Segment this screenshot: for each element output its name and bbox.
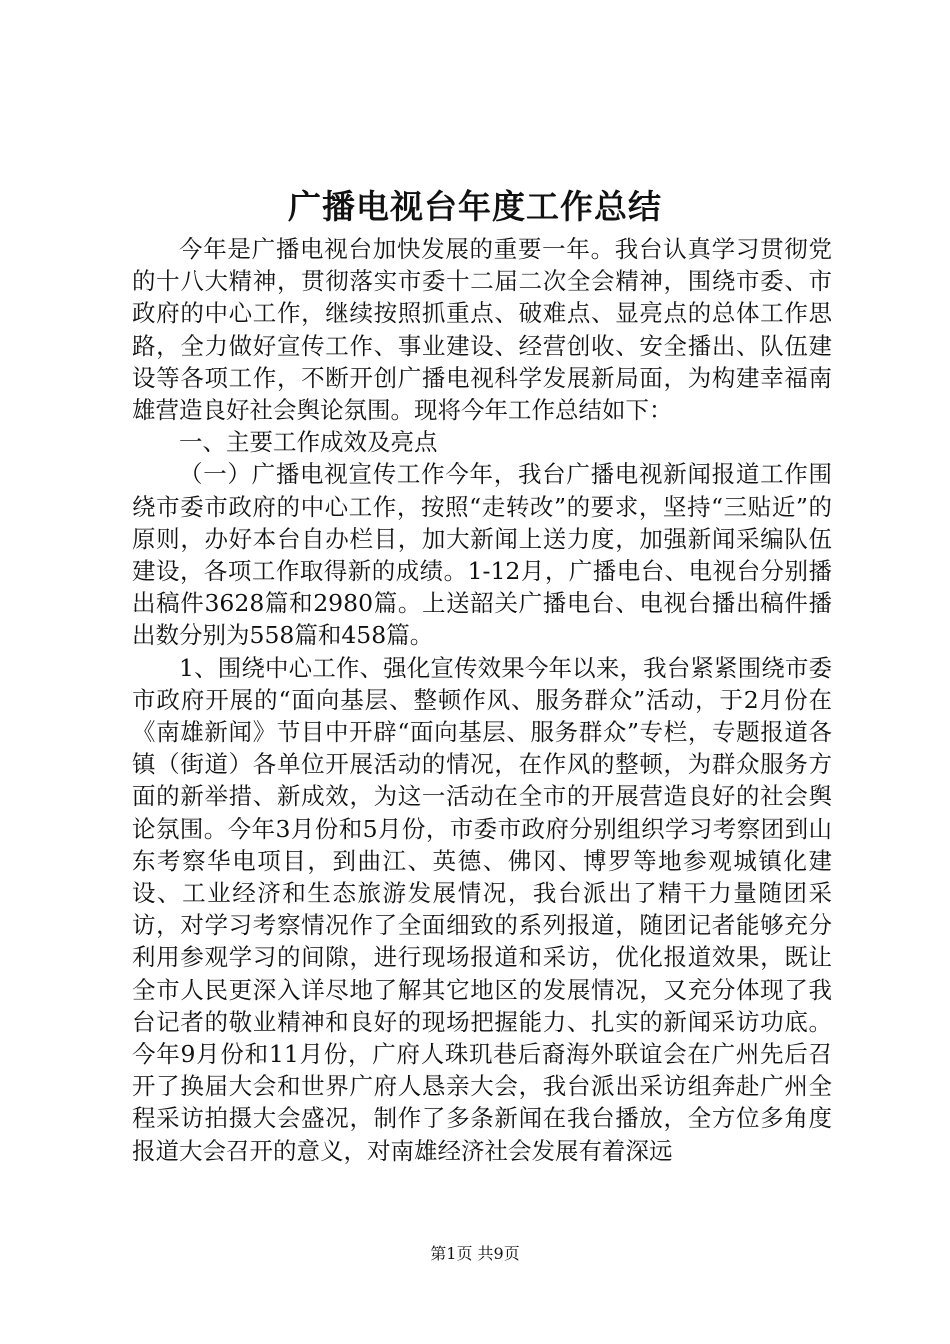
page-footer	[0, 1243, 950, 1265]
subsection-paragraph: （一）广播电视宣传工作今年，我台广播电视新闻报道工作围绕市委市政府的中心工作，按照“走转改”的要求，坚持“三贴近”的原则，办好本台自办栏目，加大新闻上送力度，加强新闻采编队伍建设，各项工作取得新的成绩。1-12月，广播电台、电视台分别播出稿件3628篇和2980篇。上送韶关广播电台、电视台播出稿件播出数分别为558篇和458篇。	[132, 460, 832, 650]
page-total: 共9页	[477, 1244, 520, 1263]
intro-paragraph: 今年是广播电视台加快发展的重要一年。我台认真学习贯彻党的十八大精神，贯彻落实市委十二届二次全会精神，围绕市委、市政府的中心工作，继续按照抓重点、破难点、显亮点的总体工作思路，全力做好宣传工作、事业建设、经营创收、安全播出、队伍建设等各项工作，不断开创广播电视科学发展新局面，为构建幸福南雄营造良好社会舆论氛围。现将今年工作总结如下：	[132, 235, 832, 425]
document-title: 广播电视台年度工作总结	[288, 187, 662, 226]
item-paragraph: 1、围绕中心工作、强化宣传效果今年以来，我台紧紧围绕市委市政府开展的“面向基层、整顿作风、服务群众”活动，于2月份在《南雄新闻》节目中开辟“面向基层、服务群众”专栏，专题报道各镇（街道）各单位开展活动的情况，在作风的整顿，为群众服务方面的新举措、新成效，为这一活动在全市的开展营造良好的社会舆论氛围。今年3月份和5月份，市委市政府分别组织学习考察团到山东考察华电项目，到曲江、英德、佛冈、博罗等地参观城镇化建设、工业经济和生态旅游发展情况，我台派出了精干力量随团采访，对学习考察情况作了全面细致的系列报道，随团记者能够充分利用参观学习的间隙，进行现场报道和采访，优化报道效果，既让全市人民更深入详尽地了解其它地区的发展情况，又充分体现了我台记者的敬业精神和良好的现场把握能力、扎实的新闻采访功底。今年9月份和11月份，广府人珠玑巷后裔海外联谊会在广州先后召开了换届大会和世界广府人恳亲大会，我台派出采访组奔赴广州全程采访拍摄大会盛况，制作了多条新闻在我台播放，全方位多角度报道大会召开的意义，对南雄经济社会发展有着深远	[132, 653, 832, 1165]
page-number: 第1页	[430, 1244, 473, 1263]
document-body	[132, 233, 832, 1167]
section-heading: 一、主要工作成效及亮点	[179, 428, 438, 457]
